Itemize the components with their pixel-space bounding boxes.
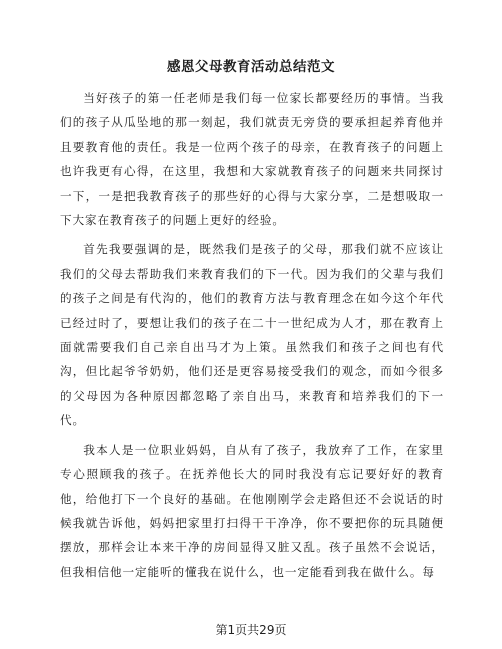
- page-number-footer: 第1页共29页: [215, 623, 287, 637]
- body-paragraph: 当好孩子的第一任老师是我们每一位家长都要经历的事情。当我们的孩子从瓜坠地的那一刻起，我们就责无旁贷的要承担起养育他并且要教育他的责任。我是一位两个孩子的母亲，在教育孩子的问题上也许我更有心得，在这里，我想和大家就教育孩子的问题来共同探讨一下，一是把我教育孩子的那些好的心得与大家分享，二是想吸取一下大家在教育孩子的问题上更好的经验。: [60, 91, 444, 228]
- body-paragraph: 我本人是一位职业妈妈，自从有了孩子，我放弃了工作，在家里专心照顾我的孩子。在抚养他长大的同时我没有忘记要好好的教育他，给他打下一个良好的基础。在他刚刚学会走路但还不会说话的时候我就告诉他，妈妈把家里打扫得干干净净，你不要把你的玩具随便摆放，那样会让本来干净的房间显得又脏又乱。孩子虽然不会说话，但我相信他一定能听的懂我在说什么，也一定能看到我在做什么。每: [60, 442, 444, 579]
- document-body: [60, 86, 444, 589]
- document-title: 感恩父母教育活动总结范文: [167, 59, 335, 75]
- body-paragraph: 首先我要强调的是，既然我们是孩子的父母，那我们就不应该让我们的父母去帮助我们来教育我们的下一代。因为我们的父辈与我们的孩子之间是有代沟的，他们的教育方法与教育理念在如今这个年代已经过时了，要想让我们的孩子在二十一世纪成为人才，那在教育上面就需要我们自己亲自出马才为上策。虽然我们和孩子之间也有代沟，但比起爷爷奶奶，他们还是更容易接受我们的观念，而如今很多的父母因为各种原因都忽略了亲自出马，来教育和培养我们的下一代。: [60, 242, 444, 428]
